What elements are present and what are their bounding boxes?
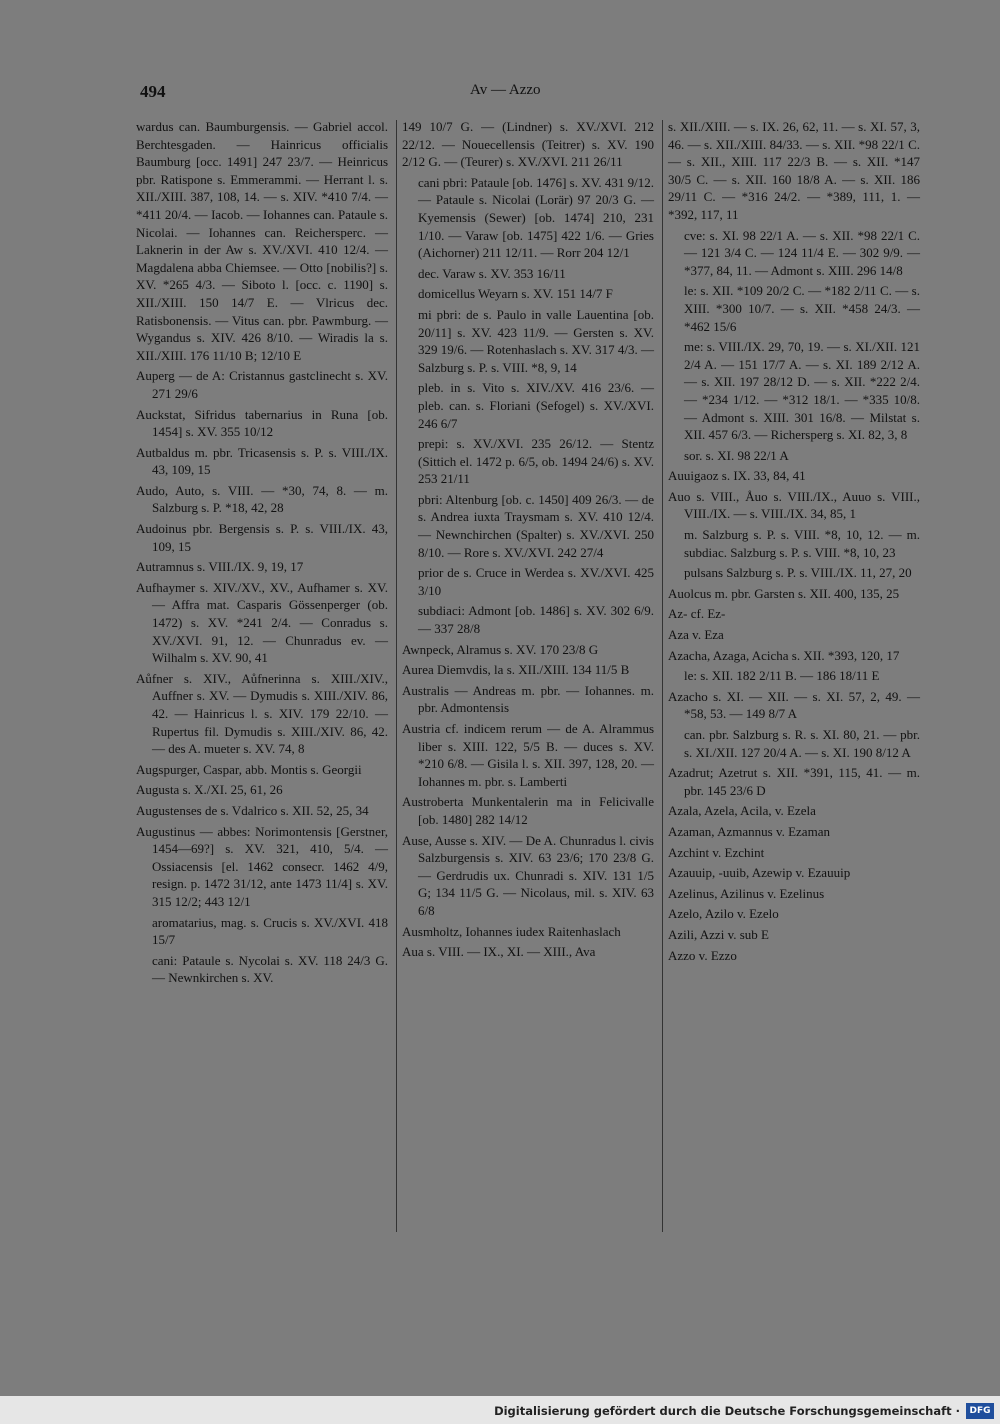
column-divider-left xyxy=(396,120,397,1232)
index-entry: cani: Pataule s. Nycolai s. XV. 118 24/3 G. — Newnkirchen s. XV. xyxy=(152,952,388,986)
index-entry: Ause, Ausse s. XIV. — De A. Chunradus l. civis Salzburgensis s. XIV. 63 23/6; 170 23/8 G. — Gerdrudis ux. Chunradi s. XIV. 131 1/5 G; 134 11/5 G. — Nicolaus, mil. s. XIV. 63 6/8 xyxy=(402,832,654,918)
footer-bar xyxy=(0,1396,1000,1424)
index-entry: Auo s. VIII., Åuo s. VIII./IX., Auuo s. VIII., VIII./IX. — s. VIII./IX. 34, 85, 1 xyxy=(668,488,920,522)
index-entry: m. Salzburg s. P. s. VIII. *8, 10, 12. — m. subdiac. Salzburg s. P. s. VIII. *8, 10, 23 xyxy=(684,527,920,560)
index-entry: Azchint v. Ezchint xyxy=(668,844,765,860)
index-entry: pulsans Salzburg s. P. s. VIII./IX. 11, 27, 20 xyxy=(684,565,912,581)
index-entry: prepi: s. XV./XVI. 235 26/12. — Stentz (Sittich el. 1472 p. 6/5, ob. 1494 24/6) s. XV. 253 21/11 xyxy=(418,436,654,487)
index-entry: sor. s. XI. 98 22/1 A xyxy=(684,447,789,463)
index-entry: Azelo, Azilo v. Ezelo xyxy=(668,906,779,922)
index-entry: Auckstat, Sifridus tabernarius in Runa [ob. 1454] s. XV. 355 10/12 xyxy=(136,406,388,440)
index-entry: le: s. XII. 182 2/11 B. — 186 18/11 E xyxy=(684,668,880,684)
index-entry: Aůfner s. XIV., Aůfnerinna s. XIII./XIV., Auffner s. XV. — Dymudis s. XIII./XIV. 86, 42. — Hainricus l. s. XIV. 179 22/10. — Rupertus fil. Dymudis s. XIII./XIV. 86, 42. — des A. mueter s. XV. 74, 8 xyxy=(136,670,388,757)
index-entry: Aua s. VIII. — IX., XI. — XIII., Ava xyxy=(402,944,596,960)
index-entry: cani pbri: Pataule [ob. 1476] s. XV. 431 9/12. — Pataule s. Nicolai (Lorär) 97 20/3 G. — Kyemensis (Sewer) [ob. 1474] 210, 231 1/10. — Varaw [ob. 1475] 422 1/6. — Gries (Aichorner) 211 12/11. — Rorr 204 12/1 xyxy=(418,174,654,261)
index-entry: Auolcus m. pbr. Garsten s. XII. 400, 135, 25 xyxy=(668,585,900,601)
index-entry: Azzo v. Ezzo xyxy=(668,947,737,963)
column-divider-right xyxy=(662,120,663,1232)
dfg-logo-icon: DFG xyxy=(966,1403,994,1419)
index-entry: cve: s. XI. 98 22/1 A. — s. XII. *98 22/1 C. — 121 3/4 C. — 124 11/4 E. — 302 9/9. — *377, 84, 11. — Admont s. XIII. 296 14/8 xyxy=(684,227,920,278)
index-entry: dec. Varaw s. XV. 353 16/11 xyxy=(418,265,566,281)
index-entry: mi pbri: de s. Paulo in valle Lauentina [ob. 20/11] s. XV. 423 11/9. — Gersten s. XV. 329 19/6. — Rotenhaslach s. XV. 317 4/3. — Salzburg s. P. s. VIII. *8, 9, 14 xyxy=(418,306,654,375)
index-entry: Ausmholtz, Iohannes iudex Raitenhaslach xyxy=(402,923,621,939)
index-entry: Azadrut; Azetrut s. XII. *391, 115, 41. — m. pbr. 145 23/6 D xyxy=(668,765,920,798)
index-entry: 149 10/7 G. — (Lindner) s. XV./XVI. 212 22/12. — Nouecellensis (Teitrer) s. XV. 190 2/12 G. — (Teurer) s. XV./XVI. 211 26/11 xyxy=(402,119,654,170)
index-entry: Aza v. Eza xyxy=(668,627,724,643)
index-entry: Azauuip, -uuib, Azewip v. Ezauuip xyxy=(668,865,851,881)
index-entry: Autramnus s. VIII./IX. 9, 19, 17 xyxy=(136,559,304,575)
index-entry: Az- cf. Ez- xyxy=(668,606,726,622)
index-entry: wardus can. Baumburgensis. — Gabriel accol. Berchtesgaden. — Hainricus officialis Baumburg [occ. 1491] 247 23/7. — Heinricus pbr. Ratispone s. Emmerammi. — Herrant l. s. XII./XIII. 387, 108, 14. — s. XIV. *410 7/4. — *411 20/4. — Iacob. — Iohannes can. Pataule s. Nicolai. — Iohannes can. Reichersperc. — Laknerin in der Aw s. XV./XVI. 410 12/4. — Magdalena abba Chiemsee. — Otto [nobilis?] s. XV. *265 4/3. — Siboto l. [occ. c. 1190] s. XII./XIII. 150 14/7 E. — Vlricus dec. Ratisbonensis. — Vitus can. pbr. Pawmburg. — Wygandus s. XIV. 426 8/10. — Wiradis la s. XII./XIII. 176 11/10 B; 12/10 E xyxy=(136,119,388,363)
index-column-1 xyxy=(136,118,388,990)
index-entry: Augspurger, Caspar, abb. Montis s. Georgii xyxy=(136,761,362,777)
index-entry: Austroberta Munkentalerin ma in Felicivalle [ob. 1480] 282 14/12 xyxy=(402,794,654,827)
index-entry: Auuigaoz s. IX. 33, 84, 41 xyxy=(668,468,806,484)
index-column-2 xyxy=(402,118,654,964)
index-entry: subdiaci: Admont [ob. 1486] s. XV. 302 6/9. — 337 28/8 xyxy=(418,603,654,637)
index-entry: Audo, Auto, s. VIII. — *30, 74, 8. — m. Salzburg s. P. *18, 42, 28 xyxy=(136,482,388,516)
index-entry: le: s. XII. *109 20/2 C. — *182 2/11 C. — s. XIII. *300 10/7. — s. XII. *458 24/3. — *462 15/6 xyxy=(684,283,920,334)
index-entry: domicellus Weyarn s. XV. 151 14/7 F xyxy=(418,286,613,302)
footer-credit: Digitalisierung gefördert durch die Deutsche Forschungsgemeinschaft · xyxy=(494,1404,960,1418)
index-entry: Australis — Andreas m. pbr. — Iohannes. m. pbr. Admontensis xyxy=(402,682,654,716)
index-entry: Azelinus, Azilinus v. Ezelinus xyxy=(668,885,825,901)
index-entry: prior de s. Cruce in Werdea s. XV./XVI. 425 3/10 xyxy=(418,565,654,598)
index-entry: aromatarius, mag. s. Crucis s. XV./XVI. 418 15/7 xyxy=(152,914,388,948)
page-number: 494 xyxy=(140,82,166,101)
index-entry: Auperg — de A: Cristannus gastclinecht s. XV. 271 29/6 xyxy=(136,368,388,401)
index-entry: can. pbr. Salzburg s. R. s. XI. 80, 21. — pbr. s. XI./XII. 127 20/4 A. — s. XI. 190 8/12 A xyxy=(684,727,920,760)
index-entry: Augusta s. X./XI. 25, 61, 26 xyxy=(136,782,283,798)
index-entry: pbri: Altenburg [ob. c. 1450] 409 26/3. — de s. Andrea iuxta Traysmam s. XV. 410 12/4. — Newnchirchen (Spalter) s. XV./XVI. 250 8/10. — Rore s. XV./XVI. 242 27/4 xyxy=(418,491,654,560)
index-entry: Augustenses de s. Vdalrico s. XII. 52, 25, 34 xyxy=(136,802,369,818)
index-entry: Autbaldus m. pbr. Tricasensis s. P. s. VIII./IX. 43, 109, 15 xyxy=(136,444,388,478)
index-entry: Aufhaymer s. XIV./XV., XV., Aufhamer s. XV. — Affra mat. Casparis Gössenperger (ob. 1472) s. XV. *241 2/4. — Conradus s. XV./XVI. 91, 12. — Chunradus ev. — Wilhalm s. XV. 90, 41 xyxy=(136,579,388,666)
index-entry: Azacho s. XI. — XII. — s. XI. 57, 2, 49. — *58, 53. — 149 8/7 A xyxy=(668,688,920,722)
index-entry: Azili, Azzi v. sub E xyxy=(668,926,769,942)
index-entry: Azaman, Azmannus v. Ezaman xyxy=(668,823,830,839)
index-entry: Austria cf. indicem rerum — de A. Alrammus liber s. XIII. 122, 5/5 B. — duces s. XV. *210 6/8. — Gisila l. s. XII. 397, 128, 20. — Iohannes m. pbr. s. Lamberti xyxy=(402,721,654,789)
index-entry: Azala, Azela, Acila, v. Ezela xyxy=(668,803,816,819)
index-entry: s. XII./XIII. — s. IX. 26, 62, 11. — s. XI. 57, 3, 46. — s. XII./XIII. 84/33. — s. XII. *98 22/1 C. — s. XII., XIII. 117 22/3 B. — s. XII. *147 30/5 C. — s. XII. 160 18/8 A. — s. XII. 186 29/11 C. — *316 24/2. — *389, 111, 1. — *392, 117, 11 xyxy=(668,119,920,222)
index-entry: Awnpeck, Alramus s. XV. 170 23/8 G xyxy=(402,641,599,657)
running-head: Av — Azzo xyxy=(470,82,541,98)
index-entry: Aurea Diemvdis, la s. XII./XIII. 134 11/5 B xyxy=(402,662,630,678)
index-entry: Augustinus — abbes: Norimontensis [Gerstner, 1454—69?] s. XV. 321, 410, 5/4. — Ossiacensis [el. 1462 consecr. 1462 4/9, resign. p. 1472 31/12, ante 1473 11/4] s. XV. 315 12/2; 443 12/1 xyxy=(136,823,388,909)
index-entry: Audoinus pbr. Bergensis s. P. s. VIII./IX. 43, 109, 15 xyxy=(136,521,388,554)
index-entry: me: s. VIII./IX. 29, 70, 19. — s. XI./XII. 121 2/4 A. — 151 17/7 A. — s. XI. 189 2/12 A. — s. XII. 197 28/12 D. — s. XII. *222 2/4. — *234 1/12. — *312 18/1. — *335 10/8. — Admont s. XIII. 301 16/8. — Milstat s. XII. 457 6/3. — Richersperg s. XI. 82, 3, 8 xyxy=(684,339,920,443)
index-entry: Azacha, Azaga, Acicha s. XII. *393, 120, 17 xyxy=(668,647,900,663)
index-column-3 xyxy=(668,118,920,967)
index-entry: pleb. in s. Vito s. XIV./XV. 416 23/6. — pleb. can. s. Floriani (Sefogel) s. XV./XVI. 246 6/7 xyxy=(418,380,654,431)
